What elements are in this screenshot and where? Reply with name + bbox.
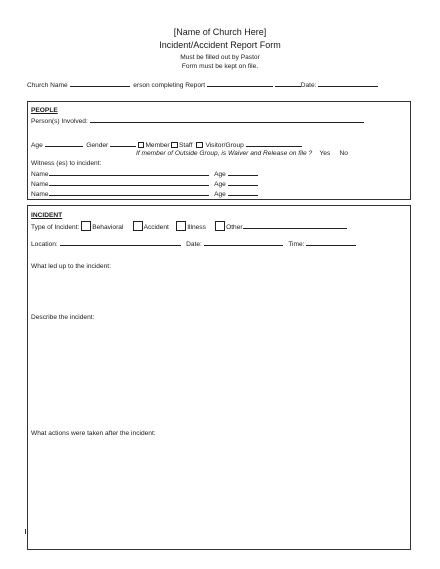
outside-group-note: If member of Outside Group, is Waiver and Release on file ? — [136, 150, 313, 157]
witness-row — [31, 169, 258, 178]
witness-age-label: Age — [214, 191, 226, 198]
other-label: Other — [226, 224, 243, 231]
file-note: Form must be kept on file. — [181, 63, 259, 70]
church-name-label: Church Name — [27, 82, 68, 89]
persons-involved-label: Person(s) Involved: — [31, 118, 88, 125]
witness-age-label: Age — [214, 181, 226, 188]
persons-involved-field[interactable] — [90, 116, 364, 123]
incident-time-field[interactable] — [306, 239, 356, 246]
persons-involved-row — [31, 116, 364, 125]
incident-section-title: INCIDENT — [31, 212, 63, 219]
date-field[interactable] — [318, 80, 378, 87]
location-row — [31, 239, 356, 248]
incident-date-label: Date: — [186, 241, 202, 248]
staff-checkbox[interactable] — [171, 142, 178, 149]
witness-row — [31, 189, 258, 198]
age-field[interactable] — [45, 140, 83, 147]
incident-type-label: Type of Incident: — [31, 224, 80, 231]
incident-section — [27, 205, 411, 550]
outside-group-row — [136, 150, 348, 157]
person-completing-label: erson completing Report — [133, 82, 206, 89]
margin-mark — [25, 529, 26, 534]
visitor-checkbox[interactable] — [196, 142, 203, 149]
incident-date-field[interactable] — [204, 239, 283, 246]
witness-name-label: Name — [31, 171, 49, 178]
actions-label: What actions were taken after the incident: — [31, 430, 156, 437]
led-up-label: What led up to the incident: — [31, 263, 111, 270]
location-label: Location: — [31, 241, 58, 248]
illness-checkbox[interactable] — [176, 221, 186, 231]
witness-age-field[interactable] — [228, 169, 258, 176]
age-label: Age — [31, 142, 43, 149]
accident-label: Accident — [143, 224, 169, 231]
person-details-row — [31, 140, 302, 149]
other-field[interactable] — [243, 222, 347, 229]
accident-checkbox[interactable] — [133, 221, 143, 231]
visitor-label: Visitor/Group — [205, 142, 244, 149]
behavioral-label: Behavioral — [92, 224, 124, 231]
visitor-group-field[interactable] — [246, 140, 302, 147]
church-name-field[interactable] — [70, 80, 130, 87]
staff-label: Staff — [178, 142, 193, 149]
witness-age-field[interactable] — [228, 179, 258, 186]
behavioral-checkbox[interactable] — [81, 221, 91, 231]
witness-name-field[interactable] — [49, 189, 209, 196]
witness-age-field[interactable] — [228, 189, 258, 196]
witness-label: Witness (es) to incident: — [31, 160, 102, 167]
member-label: Member — [145, 142, 170, 149]
gender-label: Gender — [86, 142, 109, 149]
incident-type-row — [31, 221, 347, 231]
pastor-note: Must be filled out by Pastor — [180, 54, 260, 61]
other-checkbox[interactable] — [215, 221, 225, 231]
incident-time-label: Time: — [288, 241, 305, 248]
witness-name-field[interactable] — [49, 169, 209, 176]
people-section-title: PEOPLE — [31, 107, 58, 114]
gender-field[interactable] — [110, 140, 136, 147]
witness-age-label: Age — [214, 171, 226, 178]
member-checkbox[interactable] — [138, 142, 145, 149]
no-option[interactable]: No — [339, 150, 348, 157]
person-completing-field[interactable] — [207, 80, 273, 87]
location-field[interactable] — [60, 239, 181, 246]
church-name-heading: [Name of Church Here] — [173, 27, 267, 37]
date-label: Date: — [300, 82, 317, 89]
yes-option[interactable]: Yes — [319, 150, 331, 157]
extra-field[interactable] — [275, 80, 301, 87]
illness-label: Illness — [187, 224, 206, 231]
witness-name-label: Name — [31, 181, 49, 188]
witness-row — [31, 179, 258, 188]
witness-name-field[interactable] — [49, 179, 209, 186]
describe-label: Describe the incident: — [31, 314, 95, 321]
form-title: Incident/Accident Report Form — [159, 40, 281, 50]
witness-name-label: Name — [31, 191, 49, 198]
top-info-line — [27, 80, 378, 89]
